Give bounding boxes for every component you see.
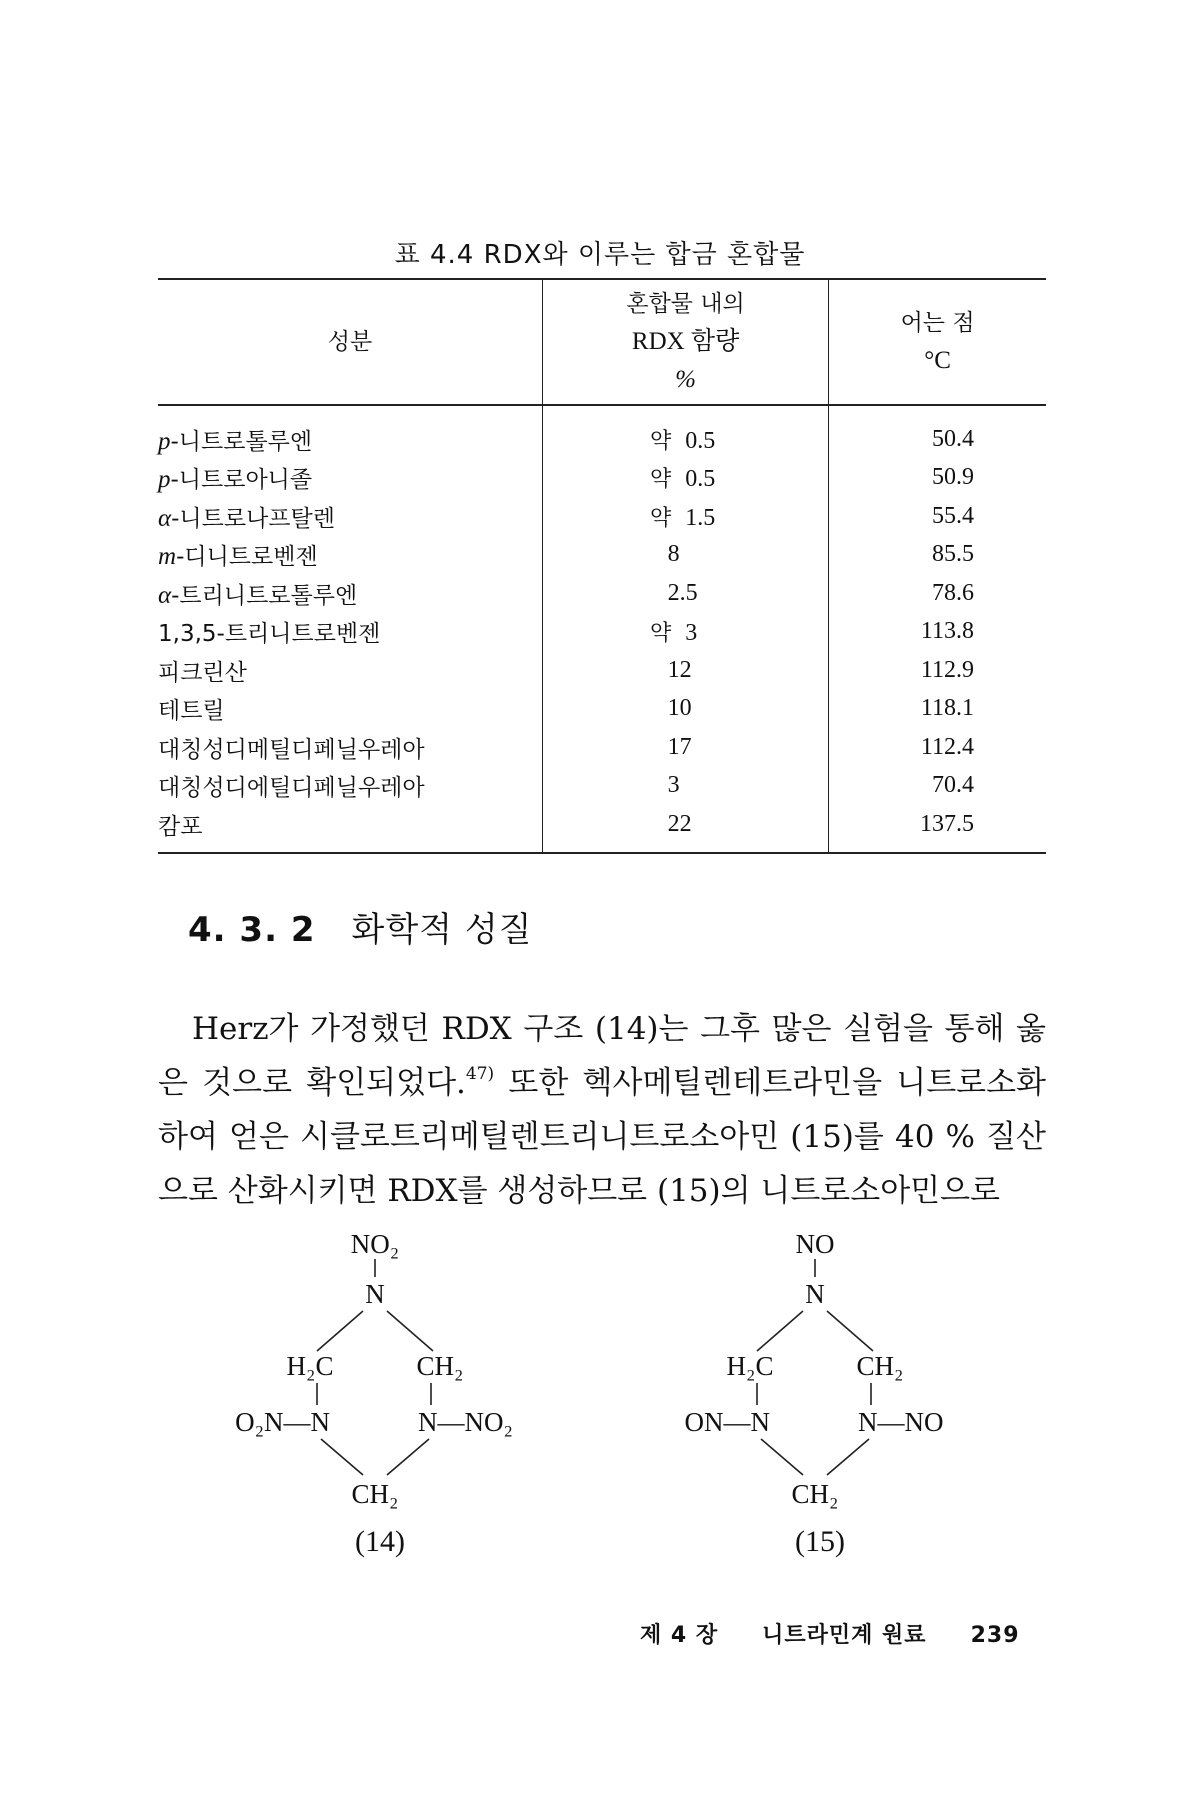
- s15-bottom-c: CH₂: [791, 1479, 839, 1509]
- cell-component: [158, 728, 543, 767]
- table-row: [158, 574, 1046, 613]
- header-freezing-point: [829, 279, 1046, 405]
- component-name: 대칭성디메틸디페닐우레아: [158, 736, 425, 763]
- s14-bond-right-bottom: [387, 1439, 429, 1475]
- amount-value: 17: [667, 733, 692, 760]
- cell-rdx-amount: [543, 459, 829, 498]
- s14-bond-n-right-c: [387, 1311, 433, 1351]
- reference-mark: 47): [465, 1064, 495, 1084]
- s15-bond-right-bottom: [827, 1439, 869, 1475]
- header-amount-line2: RDX 함량: [631, 328, 740, 355]
- structure-14-label: (14): [355, 1525, 405, 1558]
- section-heading: [188, 902, 533, 951]
- paragraph-part2: 또한 헥사메틸렌테트라민을 니트로소화하여 얻은 시클로트리메틸렌트리니트로소아민 (15)를 40 % 질산으로 산화시키면 RDX를 생성하므로 (15)의 니트로소아민으로: [158, 1065, 1046, 1209]
- table-row: [158, 690, 1046, 729]
- cell-component: [158, 497, 543, 536]
- cell-component: [158, 459, 543, 498]
- cell-rdx-amount: [543, 405, 829, 459]
- component-prefix: p: [158, 466, 171, 494]
- header-mp-line1: 어는 점: [900, 310, 975, 336]
- cell-component: [158, 651, 543, 690]
- cell-freezing-point: 112.9: [920, 656, 974, 683]
- table-caption: 표 4.4 RDX와 이루는 합금 혼합물: [394, 240, 806, 270]
- amount-value: 22: [667, 810, 692, 837]
- amount-value: 3: [685, 620, 698, 647]
- amount-value: 2.5: [667, 579, 698, 606]
- amount-value: 0.5: [685, 427, 716, 454]
- header-amount-line3: %: [675, 366, 696, 393]
- cell-freezing-point: 137.5: [829, 805, 1046, 853]
- s14-left-n: O₂N—N: [235, 1407, 330, 1437]
- header-component-label: 성분: [327, 329, 373, 355]
- structure-14: [225, 1225, 525, 1519]
- header-component: [158, 279, 543, 405]
- component-name: -니트로나프탈렌: [171, 505, 335, 532]
- component-name: 1,3,5-트리니트로벤젠: [158, 621, 381, 648]
- paragraph-part1: Herz가 가정했던 RDX 구조 (14)는 그후 많은 실험을 통해 옳은 것으로 확인되었다.: [158, 1011, 1046, 1101]
- table-body: [158, 405, 1046, 853]
- s15-bond-left-bottom: [761, 1439, 803, 1475]
- table-header-row: [158, 279, 1046, 405]
- cell-freezing-point: 112.4: [920, 733, 974, 760]
- s14-bond-n-left-c: [317, 1311, 363, 1351]
- cell-component: [158, 574, 543, 613]
- body-paragraph: [158, 1002, 1046, 1218]
- amount-value: 3: [667, 772, 680, 799]
- cell-freezing-point: 50.4: [932, 425, 974, 452]
- structure-15-label: (15): [795, 1525, 845, 1558]
- cell-freezing-point: 85.5: [932, 541, 974, 568]
- s15-top-group: NO: [795, 1229, 835, 1259]
- section-title: 화학적 성질: [351, 910, 533, 950]
- s14-top-n: N: [365, 1279, 385, 1309]
- s15-bond-n-left-c: [757, 1311, 803, 1351]
- table-row: [158, 497, 1046, 536]
- amount-value: 12: [667, 656, 692, 683]
- table-row: [158, 613, 1046, 652]
- amount-value: 0.5: [685, 466, 716, 493]
- approx-marker: 약: [649, 621, 672, 647]
- approx-marker: 약: [649, 428, 672, 454]
- cell-rdx-amount: [543, 574, 829, 613]
- cell-component: [158, 767, 543, 806]
- cell-freezing-point: 50.9: [932, 464, 974, 491]
- cell-component: [158, 613, 543, 652]
- cell-component: [158, 536, 543, 575]
- header-mp-line2: °C: [924, 347, 951, 374]
- section-number: 4. 3. 2: [188, 910, 316, 950]
- component-name: 테트릴: [158, 698, 225, 725]
- s15-top-n: N: [805, 1279, 825, 1309]
- s14-bond-left-bottom: [321, 1439, 363, 1475]
- cell-rdx-amount: [543, 613, 829, 652]
- footer-chapter: 제 4 장: [640, 1623, 719, 1648]
- table-row: [158, 728, 1046, 767]
- s15-bond-n-right-c: [827, 1311, 873, 1351]
- cell-rdx-amount: [543, 651, 829, 690]
- cell-freezing-point: 113.8: [920, 618, 974, 645]
- s14-bottom-c: CH₂: [351, 1479, 399, 1509]
- component-name: -디니트로벤젠: [176, 544, 318, 571]
- page-footer: [640, 1618, 1020, 1649]
- header-amount-line1: 혼합물 내의: [626, 291, 745, 317]
- cell-component: [158, 690, 543, 729]
- s15-right-c: CH₂: [856, 1351, 904, 1381]
- s14-left-c: H₂C: [286, 1351, 334, 1381]
- component-name: 피크린산: [158, 659, 247, 686]
- cell-component: [158, 805, 543, 853]
- table-row: [158, 651, 1046, 690]
- component-name: 캄포: [158, 813, 203, 840]
- component-prefix: p: [158, 427, 171, 455]
- alloy-mixture-table: [158, 278, 1046, 854]
- cell-freezing-point: 70.4: [932, 772, 974, 799]
- approx-marker: 약: [649, 467, 672, 493]
- s14-top-group: NO₂: [350, 1229, 400, 1259]
- s15-left-n: ON—N: [684, 1407, 770, 1437]
- s15-left-c: H₂C: [726, 1351, 774, 1381]
- table-row: [158, 805, 1046, 853]
- cell-freezing-point: 55.4: [932, 502, 974, 529]
- table-row: [158, 767, 1046, 806]
- component-prefix: α: [158, 504, 172, 532]
- component-name: -트리니트로톨루엔: [171, 582, 358, 609]
- amount-value: 8: [667, 541, 680, 568]
- table-row: [158, 405, 1046, 459]
- footer-chapter-title: 니트라민계 원료: [762, 1623, 927, 1648]
- component-name: 대칭성디에틸디페닐우레아: [158, 775, 425, 802]
- component-prefix: m: [158, 543, 177, 571]
- cell-rdx-amount: [543, 690, 829, 729]
- cell-rdx-amount: [543, 805, 829, 853]
- amount-value: 10: [667, 695, 692, 722]
- cell-rdx-amount: [543, 728, 829, 767]
- s15-right-n: N—NO: [858, 1407, 944, 1437]
- s14-right-n: N—NO₂: [418, 1407, 513, 1437]
- cell-freezing-point: 78.6: [932, 579, 974, 606]
- header-rdx-amount: [543, 279, 829, 405]
- component-name: -니트로톨루엔: [170, 428, 313, 455]
- cell-rdx-amount: [543, 497, 829, 536]
- approx-marker: 약: [649, 505, 672, 531]
- table-row: [158, 536, 1046, 575]
- component-prefix: α: [158, 581, 172, 609]
- cell-freezing-point: 118.1: [920, 695, 974, 722]
- page-number: 239: [970, 1623, 1020, 1648]
- amount-value: 1.5: [685, 504, 716, 531]
- s14-right-c: CH₂: [416, 1351, 464, 1381]
- cell-rdx-amount: [543, 536, 829, 575]
- structure-15: [665, 1225, 965, 1519]
- cell-component: [158, 405, 543, 459]
- component-name: -니트로아니졸: [170, 467, 313, 494]
- table-row: [158, 459, 1046, 498]
- cell-rdx-amount: [543, 767, 829, 806]
